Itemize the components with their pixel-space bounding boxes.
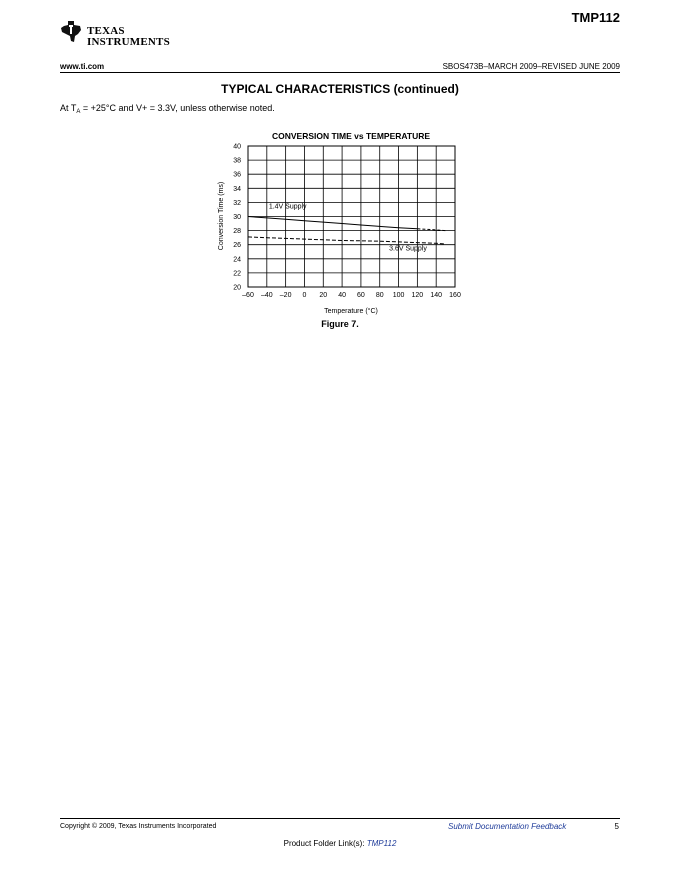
ti-logo-icon [60,20,84,44]
section-title: TYPICAL CHARACTERISTICS (continued) [221,82,459,96]
company-name-line2: INSTRUMENTS [87,36,170,48]
x-tick-label: –60 [242,292,254,299]
x-tick-label: 160 [449,292,461,299]
conversion-time-chart [200,126,480,318]
x-tick-label: –20 [279,292,292,299]
y-axis-ticks [233,144,241,292]
y-tick-label: 34 [233,185,241,193]
y-tick-label: 30 [233,214,241,221]
x-tick-label: 100 [392,292,405,299]
copyright-text: Copyright © 2009, Texas Instruments Incorporated [60,823,217,830]
x-tick-label: 60 [357,292,365,299]
y-tick-label: 40 [233,143,241,151]
document-id: SBOS473B–MARCH 2009–REVISED JUNE 2009 [442,62,620,71]
y-tick-label: 36 [233,171,241,179]
series-line-1v4 [248,217,417,229]
x-tick-label: 80 [375,292,384,299]
y-axis-label: Conversion Time (ms) [218,181,225,251]
figure-caption: Figure 7. [321,319,359,329]
page-number: 5 [614,822,619,831]
series-line-3v6 [248,237,446,244]
product-folder-links [0,839,680,848]
y-tick-label: 32 [233,199,241,207]
conditions-prefix: At T [60,103,77,113]
feedback-link[interactable]: Submit Documentation Feedback [448,822,567,831]
site-url-link[interactable]: www.ti.com [60,62,105,71]
x-tick-label: 20 [319,292,328,299]
chart-title: CONVERSION TIME vs TEMPERATURE [271,131,431,141]
company-name-line1: TEXAS [87,25,125,37]
x-axis-label: Temperature (°C) [324,308,378,315]
x-tick-label: 0 [302,292,307,299]
y-tick-label: 20 [233,284,241,292]
y-tick-label: 26 [233,242,241,250]
test-conditions [60,103,275,115]
x-tick-label: 120 [411,292,424,299]
chart-grid [248,146,455,287]
series-label-1v4: 1.4V Supply [268,203,307,211]
series-label-3v6: 3.6V Supply [389,245,427,253]
product-folder-label: Product Folder Link(s): [283,839,367,848]
y-tick-label: 24 [233,256,241,264]
conditions-suffix: = +25°C and V+ = 3.3V, unless otherwise noted. [80,103,275,113]
y-tick-label: 28 [233,228,241,236]
y-tick-label: 22 [233,270,241,278]
x-tick-label: 40 [338,292,346,299]
x-tick-label: 140 [430,292,443,299]
part-number: TMP112 [571,10,620,25]
x-tick-label: –40 [260,292,273,299]
product-folder-link[interactable]: TMP112 [366,839,397,848]
footer-divider [60,818,620,819]
header-divider [60,72,620,73]
x-axis-ticks [242,292,461,299]
conditions-subscript: A [76,109,81,115]
y-tick-label: 38 [233,157,241,165]
company-wordmark [87,26,170,48]
